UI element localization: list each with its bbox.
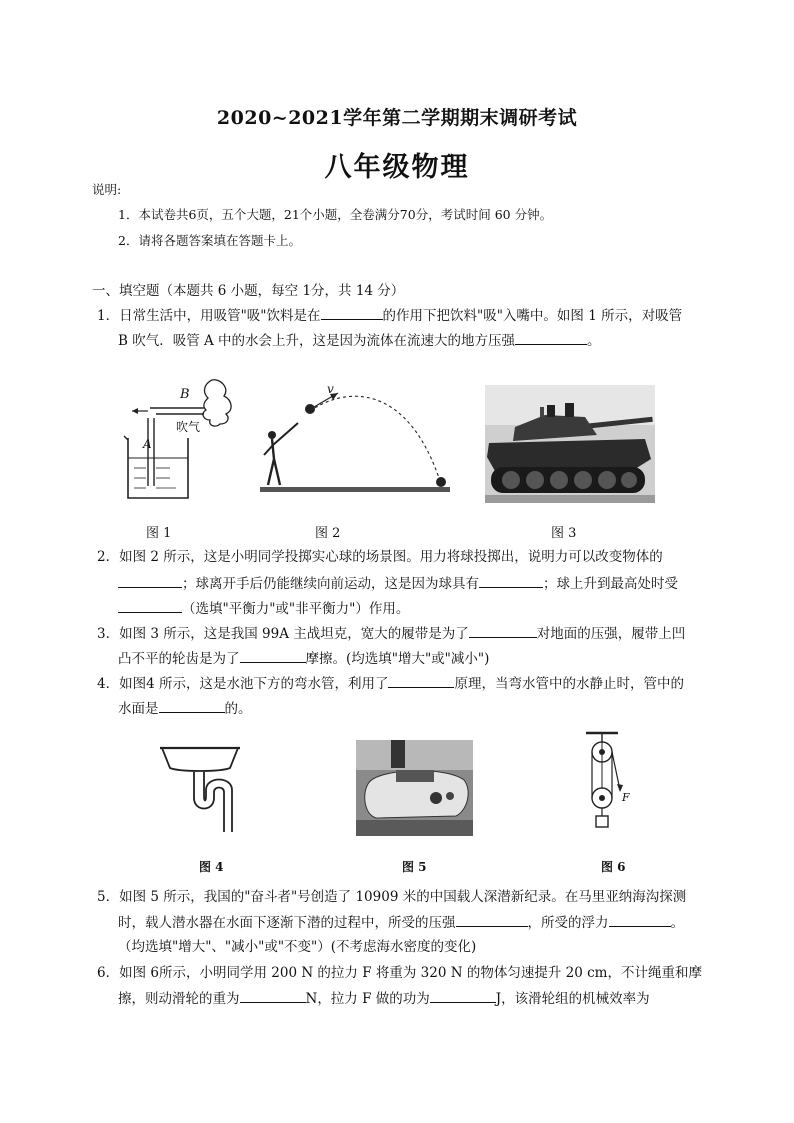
figure-6-pulley-diagram [584,730,634,830]
answer-blank [240,988,306,1003]
question-1-line-2: B 吹气．吸管 A 中的水会上升，这是因为流体在流速大的地方压强 。 [118,330,601,351]
question-5-line-3: （均选填"增大"、"减小"或"不变"）(不考虑海水密度的变化) [118,939,477,955]
figure-4-caption: 图 4 [199,860,224,874]
instruction-item-2: 2．请将各题答案填在答题卡上。 [118,233,301,248]
question-4-line-2: 水面是 的。 [118,698,252,719]
figure-1-label-b: B [180,387,190,402]
question-6-line-1: 6．如图 6所示，小明同学用 200 N 的拉力 F 将重为 320 N 的物体匀速提升 20 cm，不计绳重和摩 [97,965,702,981]
answer-blank [456,912,528,927]
figure-1-label-a: A [143,437,152,451]
figure-1-caption: 图 1 [146,526,172,541]
instruction-item-1: 1．本试卷共6页，五个大题，21个小题，全卷满分70分，考试时间 60 分钟。 [118,207,553,222]
answer-blank [515,330,587,345]
exam-title: 2020~2021学年第二学期期末调研考试 [216,107,578,129]
question-2-line-1: 2．如图 2 所示，这是小明同学投掷实心球的场景图。用力将球投掷出，说明力可以改变物体的 [97,549,663,565]
answer-blank [321,305,383,320]
answer-blank [430,988,496,1003]
figure-4-sink-trap-diagram [160,740,240,835]
figure-3-tank-photo [485,385,655,503]
question-3-line-2: 凸不平的轮齿是为了 摩擦。(均选填"增大"或"减小") [118,648,489,669]
figure-5-caption: 图 5 [402,860,427,874]
figure-2-shot-put-diagram [258,385,458,495]
question-4-line-1: 4．如图4 所示，这是水池下方的弯水管，利用了 原理，当弯水管中的水静止时，管中的 [97,673,684,694]
answer-blank [118,573,182,588]
question-6-line-2: 擦，则动滑轮的重为 N，拉力 F 做的功为 J，该滑轮组的机械效率为 [118,988,650,1009]
question-5-line-2: 时，载人潜水器在水面下逐渐下潜的过程中，所受的压强 ，所受的浮力 。 [118,912,684,933]
figure-6-label-f: F [622,791,630,804]
answer-blank [609,912,671,927]
question-2-line-3: （选填"平衡力"或"非平衡力"）作用。 [118,598,409,619]
figure-2-label-v: v [327,382,334,396]
answer-blank [240,648,306,663]
figure-5-submersible-photo [356,740,473,836]
answer-blank [388,673,454,688]
subject-title: 八年级物理 [324,152,470,183]
answer-blank [469,623,537,638]
answer-blank [479,573,543,588]
section-heading: 一、填空题（本题共 6 小题，每空 1分，共 14 分） [92,283,405,299]
figure-1-label-blow: 吹气 [176,420,201,434]
question-1-line-1: 1．日常生活中，用吸管"吸"饮料是在 的作用下把饮料"吸"入嘴中。如图 1 所示，对吸管 [97,305,682,326]
figure-2-caption: 图 2 [315,526,341,541]
answer-blank [118,598,182,613]
figure-6-caption: 图 6 [601,860,626,874]
answer-blank [159,698,225,713]
instructions-heading: 说明: [92,182,122,197]
question-2-line-2: ；球离开手后仍能继续向前运动，这是因为球具有 ；球上升到最高处时受 [118,573,678,594]
question-3-line-1: 3．如图 3 所示，这是我国 99A 主战坦克，宽大的履带是为了 对地面的压强，履带上凹 [97,623,685,644]
question-5-line-1: 5．如图 5 所示，我国的"奋斗者"号创造了 10909 米的中国载人深潜新纪录。在马里亚纳海沟探测 [97,889,687,905]
figure-3-caption: 图 3 [551,526,577,541]
